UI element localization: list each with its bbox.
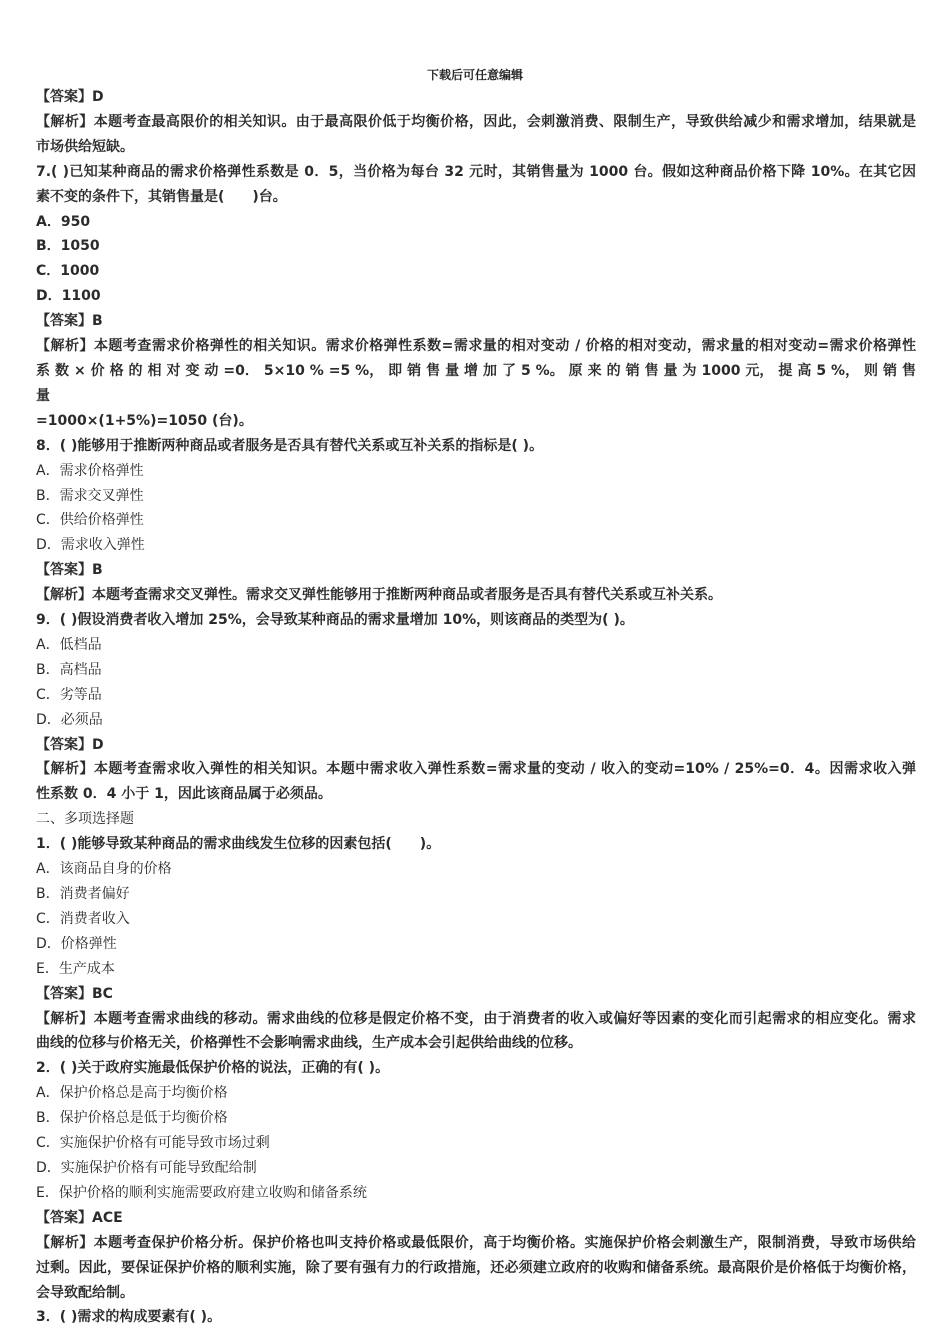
text-line: D．必须品 [36,711,103,728]
text-line: 7.( )已知某种商品的需求价格弹性系数是 0．5，当价格为每台 32 元时，其销售量为 1000 台。假如这种商品价格下降 10%。在其它因 [36,163,916,180]
text-line: D．需求收入弹性 [36,537,145,554]
text-line: 【解析】本题考查需求交叉弹性。需求交叉弹性能够用于推断两种商品或者服务是否具有替代关系或互补关系。 [36,587,722,604]
text-line: 【答案】D [36,736,104,753]
text-line: 8．( )能够用于推断两种商品或者服务是否具有替代关系或互补关系的指标是( )。 [36,437,544,454]
text-line: A．该商品自身的价格 [36,861,172,878]
text-line: 二、多项选择题 [36,811,134,828]
document-body [36,85,921,1330]
text-line: 系 数 × 价 格 的 相 对 变 动 =0． 5×10 % =5 %， 即 销 售 量 增 加 了 5 %。 原 来 的 销 售 量 为 1000 元， 提 高 5 %， 则 销 售 量 [36,362,921,404]
text-line: 【解析】本题考查需求曲线的移动。需求曲线的位移是假定价格不变，由于消费者的收入或偏好等因素的变化而引起需求的相应变化。需求 [36,1010,916,1027]
text-line: B．消费者偏好 [36,886,130,902]
text-line: 1．( )能够导致某种商品的需求曲线发生位移的因素包括( )。 [36,836,441,853]
text-line: 3．( )需求的构成要素有( )。 [36,1309,222,1326]
text-line: 曲线的位移与价格无关，价格弹性不会影响需求曲线，生产成本会引起供给曲线的位移。 [36,1035,582,1052]
text-line: B．保护价格总是低于均衡价格 [36,1110,228,1127]
text-line: 【解析】本题考查最高限价的相关知识。由于最高限价低于均衡价格，因此，会刺激消费、限制生产，导致供给减少和需求增加，结果就是 [36,113,916,130]
text-line: 【答案】B [36,562,103,579]
text-line: 【解析】本题考查保护价格分析。保护价格也叫支持价格或最低限价，高于均衡价格。实施保护价格会刺激生产，限制消费，导致市场供给 [36,1234,916,1251]
text-line: 【答案】B [36,313,103,330]
page-header: 下载后可任意编辑 [426,68,523,82]
text-line: E．生产成本 [36,960,115,977]
text-line: 性系数 0．4 小于 1，因此该商品属于必须品。 [36,786,332,803]
text-line: A．保护价格总是高于均衡价格 [36,1085,228,1102]
text-line: C．消费者收入 [36,910,130,927]
text-line: 会导致配给制。 [36,1284,134,1301]
text-line: C．实施保护价格有可能导致市场过剩 [36,1135,270,1152]
text-line: D．1100 [36,288,101,305]
text-line: A．950 [36,213,91,230]
text-line: C．1000 [36,263,100,280]
text-line: D．价格弹性 [36,935,117,952]
text-line: 【答案】BC [36,985,113,1002]
text-line: D．实施保护价格有可能导致配给制 [36,1159,257,1176]
text-line: 【答案】ACE [36,1209,123,1226]
text-line: C．供给价格弹性 [36,512,144,529]
text-line: 9．( )假设消费者收入增加 25%，会导致某种商品的需求量增加 10%，则该商品的类型为( )。 [36,612,634,629]
text-line: B．1050 [36,238,100,255]
text-line: 【解析】本题考查需求收入弹性的相关知识。本题中需求收入弹性系数=需求量的变动 / 收入的变动=10% / 25%=0．4。因需求收入弹 [36,761,916,778]
text-line: B．高档品 [36,661,102,678]
text-line: =1000×(1+5%)=1050 (台)。 [36,412,253,429]
text-line: 素不变的条件下，其销售量是( )台。 [36,188,287,205]
text-line: A．低档品 [36,636,102,653]
text-line: E．保护价格的顺利实施需要政府建立收购和储备系统 [36,1184,367,1201]
text-line: 2．( )关于政府实施最低保护价格的说法，正确的有( )。 [36,1060,390,1077]
text-line: B．需求交叉弹性 [36,487,144,504]
text-line: 【答案】D [36,89,104,105]
text-line: C．劣等品 [36,686,102,703]
text-line: A．需求价格弹性 [36,462,144,479]
text-line: 过剩。因此，要保证保护价格的顺利实施，除了要有强有力的行政措施，还必须建立政府的收购和储备系统。最高限价是价格低于均衡价格， [36,1259,916,1276]
text-line: 【解析】本题考查需求价格弹性的相关知识。需求价格弹性系数=需求量的相对变动 / 价格的相对变动，需求量的相对变动=需求价格弹性 [36,338,916,355]
text-line: 市场供给短缺。 [36,138,134,155]
